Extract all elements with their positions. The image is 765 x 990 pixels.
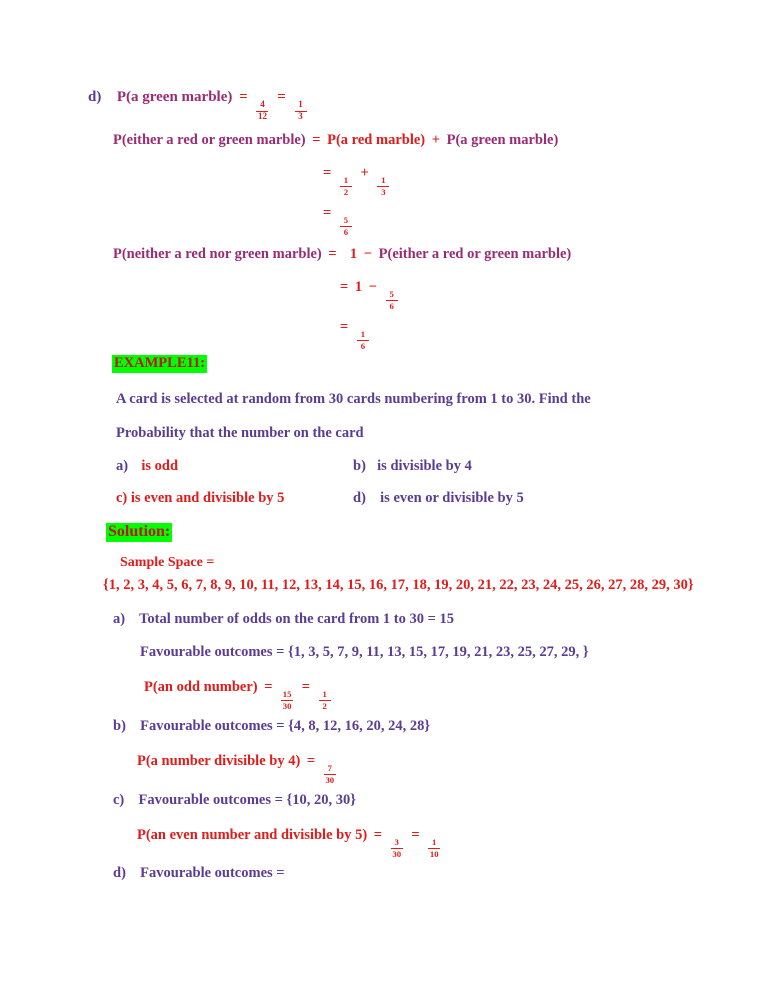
fraction-denominator: 2 (343, 186, 349, 197)
equals-sign: = (323, 165, 332, 181)
fraction-1-3 (377, 176, 389, 197)
part-d-marker: d) (88, 89, 102, 105)
part-c-prob-label: P(an even number and divisible by 5) (137, 827, 368, 843)
sum-rule-line (113, 133, 558, 148)
equals-sign-2: = (301, 679, 311, 695)
option-d-text: is even or divisible by 5 (380, 490, 524, 506)
option-c-marker: c) (116, 490, 128, 506)
option-a (116, 459, 178, 474)
fraction-denominator: 2 (322, 700, 327, 711)
part-b-favourable-label: Favourable outcomes = (140, 718, 285, 734)
equals-sign: = (328, 246, 337, 262)
equals-sign-2: = (411, 827, 420, 843)
green-marble-prob-label: P(a green marble) (116, 89, 233, 105)
complement-step-2-line (337, 320, 371, 351)
equals-sign: = (239, 89, 248, 105)
option-b (353, 459, 472, 474)
fraction-7-30 (324, 764, 336, 785)
example-statement-line-2: Probability that the number on the card (116, 425, 364, 441)
fraction-numerator: 1 (298, 99, 303, 110)
fraction-numerator: 1 (381, 175, 386, 186)
fraction-denominator: 30 (325, 774, 335, 785)
complement-one: 1 (354, 279, 363, 295)
sum-step-2-line (320, 206, 354, 237)
fraction-numerator: 5 (389, 289, 394, 300)
equals-sign: = (373, 827, 383, 843)
part-b-prob-label: P(a number divisible by 4) (137, 753, 301, 769)
fraction-denominator: 12 (257, 111, 267, 122)
fraction-denominator: 6 (360, 340, 366, 351)
solution-part-b-favourable (113, 719, 430, 734)
plus-sign: + (431, 132, 440, 148)
option-d-marker: d) (353, 490, 366, 506)
complement-rule-left: P(neither a red nor green marble) (113, 246, 322, 262)
equals-sign: = (306, 753, 316, 769)
equals-sign-2: = (277, 89, 286, 105)
solution-heading-wrapper (106, 523, 172, 542)
option-c (116, 491, 284, 506)
fraction-numerator: 7 (327, 763, 332, 774)
fraction-denominator: 6 (389, 300, 394, 311)
part-b-favourable-values: {4, 8, 12, 16, 20, 24, 28} (288, 718, 431, 734)
part-a-total-text: Total number of odds on the card from 1 to 30 = 15 (139, 611, 455, 627)
fraction-1-6 (357, 330, 369, 351)
fraction-denominator: 3 (381, 186, 386, 197)
equals-sign: = (264, 679, 273, 695)
example-heading: EXAMPLE11: (114, 355, 206, 371)
fraction-numerator: 5 (343, 215, 349, 226)
solution-part-c-probability (137, 828, 442, 859)
fraction-5-6 (386, 290, 398, 311)
solution-part-b-probability (137, 754, 338, 785)
fraction-1-2 (319, 690, 331, 711)
sample-space-label: Sample Space = (120, 555, 215, 570)
part-c-marker: c) (113, 792, 125, 808)
complement-rule-term: P(either a red or green marble) (378, 246, 572, 262)
part-d-favourable-label: Favourable outcomes = (140, 865, 285, 881)
solution-heading: Solution: (108, 523, 171, 540)
part-c-favourable-label: Favourable outcomes = (138, 792, 283, 808)
solution-part-a-total (113, 612, 454, 627)
option-b-text: is divisible by 4 (377, 458, 472, 474)
fraction-3-30 (391, 838, 403, 859)
complement-one: 1 (349, 246, 358, 262)
example-statement-line-1: A card is selected at random from 30 cards numbering from 1 to 30. Find the (116, 391, 591, 407)
fraction-numerator: 15 (282, 689, 292, 700)
fraction-denominator: 3 (298, 111, 303, 122)
minus-sign: − (368, 279, 378, 295)
part-a-prob-label: P(an odd number) (144, 679, 258, 695)
option-a-marker: a) (116, 458, 129, 474)
solution-part-a-favourable (140, 645, 589, 660)
option-d (353, 491, 524, 506)
equals-sign: = (312, 132, 321, 148)
fraction-1-10 (428, 838, 440, 859)
part-c-favourable-values: {10, 20, 30} (286, 792, 356, 808)
sum-rule-term-1: P(a red marble) (327, 132, 426, 148)
part-d-solution-marker: d) (113, 865, 126, 881)
fraction-numerator: 4 (260, 99, 265, 110)
option-b-marker: b) (353, 458, 366, 474)
complement-step-1-line (337, 280, 400, 311)
solution-part-c-favourable (113, 793, 356, 808)
option-a-text: is odd (141, 458, 179, 474)
fraction-numerator: 1 (343, 175, 349, 186)
part-a-marker: a) (113, 611, 126, 627)
part-a-favourable-label: Favourable outcomes = (140, 644, 285, 660)
fraction-5-6 (340, 216, 352, 237)
fraction-denominator: 10 (429, 848, 439, 859)
solution-part-d-favourable (113, 866, 285, 881)
fraction-15-30 (281, 690, 293, 711)
plus-sign: + (360, 165, 369, 181)
fraction-4-12 (256, 100, 268, 122)
complement-rule-line (113, 247, 571, 262)
equals-sign: = (340, 319, 349, 335)
part-a-favourable-values: {1, 3, 5, 7, 9, 11, 13, 15, 17, 19, 21, 23, 25, 27, 29, } (288, 644, 589, 660)
part-b-marker: b) (113, 718, 126, 734)
fraction-1-3 (295, 100, 307, 122)
fraction-1-2 (340, 176, 352, 197)
solution-part-a-probability (144, 680, 333, 711)
minus-sign: − (363, 246, 373, 262)
part-d-green-marble-line (88, 90, 309, 122)
equals-sign: = (340, 279, 349, 295)
fraction-denominator: 30 (392, 848, 402, 859)
equals-sign: = (323, 205, 332, 221)
sum-rule-left: P(either a red or green marble) (113, 132, 306, 148)
option-c-text: is even and divisible by 5 (130, 490, 285, 506)
fraction-numerator: 1 (432, 837, 437, 848)
fraction-numerator: 3 (394, 837, 399, 848)
fraction-denominator: 30 (282, 700, 292, 711)
fraction-numerator: 1 (322, 689, 327, 700)
fraction-numerator: 1 (360, 329, 366, 340)
sum-step-1-line (320, 166, 391, 197)
sample-space-values: {1, 2, 3, 4, 5, 6, 7, 8, 9, 10, 11, 12, 13, 14, 15, 16, 17, 18, 19, 20, 21, 22, 23, 24, 25, 26, 27, 28, 29, 30} (103, 577, 694, 593)
sum-rule-term-2: P(a green marble) (446, 132, 559, 148)
fraction-denominator: 6 (343, 226, 349, 237)
example-heading-wrapper (112, 355, 207, 373)
